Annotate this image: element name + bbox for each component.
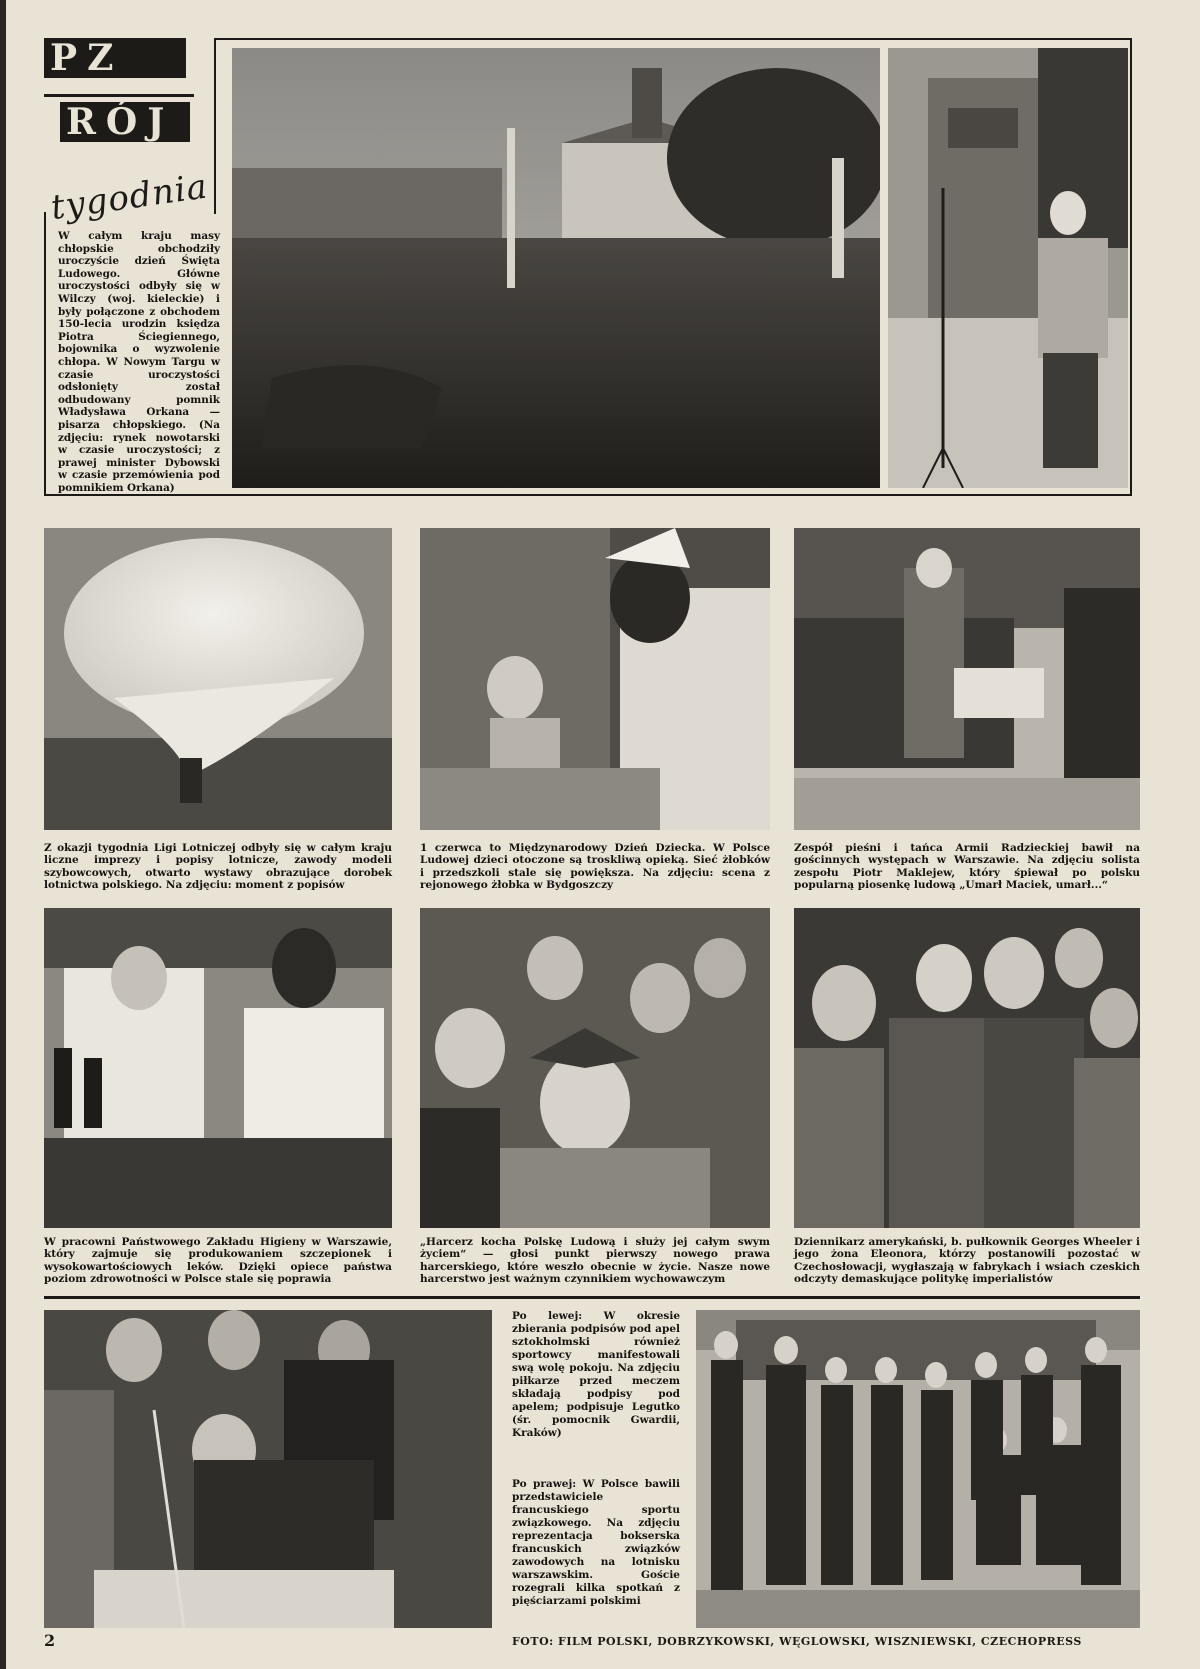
photo-nursery: [420, 528, 770, 830]
caption-children-day: 1 czerwca to Międzynarodowy Dzień Dziecka. W Polsce Ludowej dzieci otoczone są troskliwą opieką. Sieć żłobków i przedszkoli stale się powiększa. Na zdjęciu: scena z rejonowego żłobka w Bydgoszczy: [420, 842, 770, 892]
masthead-line-2: RÓJ: [60, 102, 190, 142]
section-divider: [44, 1296, 1140, 1299]
masthead: [44, 37, 211, 228]
masthead-divider: [44, 94, 194, 97]
photo-army-ensemble: [794, 528, 1140, 830]
top-frame-rule: [214, 38, 1132, 40]
photo-market-square: [232, 48, 880, 488]
photo-french-boxers: [696, 1310, 1140, 1628]
photo-parachute: [44, 528, 392, 830]
top-frame-rule-right: [1130, 38, 1132, 496]
caption-scouts: „Harcerz kocha Polskę Ludową i służy jej całym swym życiem“ — głosi punkt pierwszy nowego prawa harcerskiego, które weszło obecnie w życie. Nasze nowe harcerstwo jest ważnym czynnikiem wychowawczym: [420, 1236, 770, 1286]
photo-hygiene-lab: [44, 908, 392, 1228]
intro-rule-left: [44, 212, 46, 496]
page-number: 2: [44, 1631, 56, 1650]
photo-minister-speech: [888, 48, 1128, 488]
caption-sport-left: Po lewej: W okresie zbierania podpisów pod apel sztokholmski również sportowcy manifestowali swą wolę pokoju. Na zdjęciu piłkarze przed meczem składają podpisy pod apelem; podpisuje Legutko (śr. pomocnik Gwardii, Kraków): [512, 1310, 680, 1439]
caption-parachute: Z okazji tygodnia Ligi Lotniczej odbyły się w całym kraju liczne imprezy i popisy lotnicze, zawody modeli szybowcowych, otwarto wystawy obrazujące dorobek lotnictwa polskiego. Na zdjęciu: moment z popisów: [44, 842, 392, 892]
page-edge: [0, 0, 6, 1669]
caption-sport-right: Po prawej: W Polsce bawili przedstawiciele francuskiego sportu związkowego. Na zdjęciu reprezentacja bokserska francuskich związków zawodowych na lotnisku warszawskim. Goście rozegrali kilka spotkań z pięściarzami polskimi: [512, 1478, 680, 1607]
photo-journalists: [794, 908, 1140, 1228]
photo-credits: FOTO: FILM POLSKI, DOBRZYKOWSKI, WĘGLOWSKI, WISZNIEWSKI, CZECHOPRESS: [512, 1635, 1082, 1648]
intro-caption: W całym kraju masy chłopskie obchodziły uroczyście dzień Święta Ludowego. Główne uroczystości odbyły się w Wilczy (woj. kieleckie) i były połączone z obchodem 150-lecia urodzin księdza Piotra Ściegiennego, bojownika o wyzwolenie chłopa. W Nowym Targu w czasie uroczystości odsłonięty został odbudowany pomnik Władysława Orkana — pisarza chłopskiego. (Na zdjęciu: rynek nowotarski w czasie uroczystości; z prawej minister Dybowski w czasie przemówienia pod pomnikiem Orkana): [58, 230, 220, 494]
top-frame-rule-left: [214, 38, 216, 214]
caption-hygiene: W pracowni Państwowego Zakładu Higieny w Warszawie, który zajmuje się produkowaniem szczepionek i wysokowartościowych leków. Dzięki opiece państwa poziom zdrowotności w Polsce stale się poprawia: [44, 1236, 392, 1286]
photo-footballers-signing: [44, 1310, 492, 1628]
photo-scouts: [420, 908, 770, 1228]
caption-journalists: Dziennikarz amerykański, b. pułkownik Georges Wheeler i jego żona Eleonora, którzy postanowili pozostać w Czechosłowacji, wygłaszają w fabrykach i wsiach czeskich odczyty demaskujące politykę imperialistów: [794, 1236, 1140, 1286]
masthead-line-1: PZ: [44, 38, 186, 78]
masthead-script: tygodnia: [48, 166, 211, 228]
caption-army-ensemble: Zespół pieśni i tańca Armii Radzieckiej bawił na gościnnych występach w Warszawie. Na zdjęciu solista zespołu Piotr Maklejew, który śpiewał po polsku popularną piosenkę ludową „Umarł Maciek, umarł...“: [794, 842, 1140, 892]
